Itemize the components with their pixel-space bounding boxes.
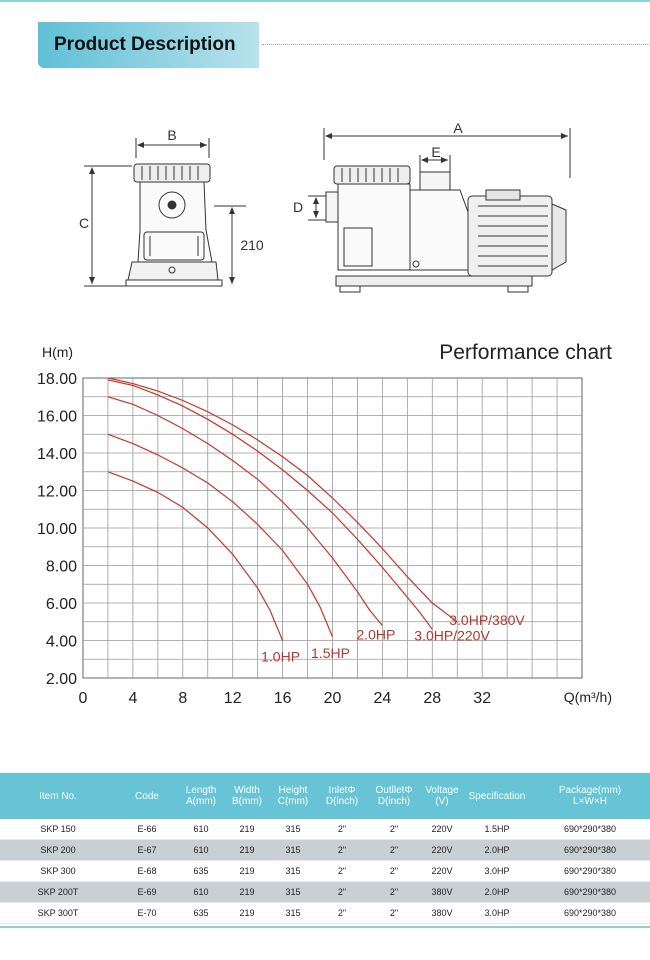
table-cell: 2.0HP xyxy=(464,882,530,903)
column-header-text: L×W×H xyxy=(573,796,607,807)
dim-label-210: 210 xyxy=(240,237,264,253)
column-header xyxy=(0,773,116,819)
column-header-text: D(inch) xyxy=(325,796,359,807)
table-cell: SKP 200 xyxy=(0,840,116,861)
table-cell: 1.5HP xyxy=(464,819,530,840)
y-axis-label: H(m) xyxy=(42,344,74,360)
y-tick-label: 16.00 xyxy=(36,408,77,426)
table-cell: 2" xyxy=(316,882,368,903)
series-line xyxy=(108,380,432,629)
y-tick-label: 4.00 xyxy=(45,633,77,651)
table-cell: 3.0HP xyxy=(464,903,530,924)
x-tick-label: 0 xyxy=(78,690,88,707)
column-header xyxy=(270,773,316,819)
table-cell: 219 xyxy=(224,882,270,903)
table-cell: E-66 xyxy=(116,819,178,840)
x-tick-label: 16 xyxy=(273,690,292,707)
table-cell: 2" xyxy=(368,819,420,840)
column-header-text: A(mm) xyxy=(186,796,216,807)
table-cell: 2" xyxy=(368,903,420,924)
pump-dimension-drawings xyxy=(0,0,650,310)
series-label: 1.5HP xyxy=(311,644,350,661)
x-tick-label: 24 xyxy=(373,690,392,707)
table-cell: 219 xyxy=(224,819,270,840)
y-tick-label: 18.00 xyxy=(36,371,77,388)
table-cell: 315 xyxy=(270,903,316,924)
table-cell: 2" xyxy=(368,882,420,903)
table-cell: 635 xyxy=(178,903,224,924)
column-header-text: Specification xyxy=(468,790,526,802)
performance-chart xyxy=(0,330,650,750)
series-line xyxy=(108,472,283,641)
table-cell: 2" xyxy=(316,840,368,861)
spec-table xyxy=(0,773,650,924)
column-header-text: Item No. xyxy=(39,790,77,802)
table-header-row xyxy=(0,773,650,819)
table-cell: 315 xyxy=(270,882,316,903)
table-row xyxy=(0,861,650,882)
column-header-text: D(inch) xyxy=(377,796,411,807)
y-tick-label: 14.00 xyxy=(36,446,77,463)
table-cell: 690*290*380 xyxy=(530,882,650,903)
dim-label-a: A xyxy=(453,120,463,136)
y-tick-label: 12.00 xyxy=(36,483,77,501)
column-header xyxy=(530,773,650,819)
pump-front-view xyxy=(84,138,246,286)
column-header-text: Voltage xyxy=(425,785,459,796)
dim-label-d: D xyxy=(292,199,304,215)
section-title: Product Description xyxy=(54,34,236,55)
table-cell: 635 xyxy=(178,861,224,882)
column-header-text: OutlletΦ xyxy=(375,785,413,796)
column-header-text: InletΦ xyxy=(328,785,356,796)
column-header-text: (V) xyxy=(435,796,449,807)
column-header-text: B(mm) xyxy=(232,796,262,807)
column-header-text: Code xyxy=(135,790,159,802)
table-cell: 315 xyxy=(270,819,316,840)
chart-grid xyxy=(83,378,582,678)
table-cell: 2" xyxy=(316,819,368,840)
column-header xyxy=(116,773,178,819)
x-tick-label: 8 xyxy=(178,690,188,707)
table-cell: E-68 xyxy=(116,861,178,882)
table-cell: 315 xyxy=(270,861,316,882)
table-cell: 690*290*380 xyxy=(530,903,650,924)
table-cell: 2" xyxy=(368,840,420,861)
column-header xyxy=(224,773,270,819)
y-tick-label: 10.00 xyxy=(36,521,77,538)
table-cell: SKP 200T xyxy=(0,882,116,903)
table-cell: 220V xyxy=(420,861,464,882)
series-label: 1.0HP xyxy=(261,648,301,665)
table-cell: 2" xyxy=(316,903,368,924)
table-cell: SKP 300 xyxy=(0,861,116,882)
x-tick-label: 28 xyxy=(423,690,442,707)
table-cell: 315 xyxy=(270,840,316,861)
table-row xyxy=(0,840,650,861)
bottom-border-line xyxy=(0,926,650,928)
series-label: 3.0HP/220V xyxy=(414,627,490,644)
table-cell: SKP 150 xyxy=(0,819,116,840)
table-cell: 2" xyxy=(316,861,368,882)
y-axis-ticks xyxy=(37,371,77,688)
table-cell: 690*290*380 xyxy=(530,819,650,840)
table-cell: 610 xyxy=(178,840,224,861)
table-cell: E-69 xyxy=(116,882,178,903)
table-cell: 3.0HP xyxy=(464,861,530,882)
column-header-text: Width xyxy=(234,785,260,796)
y-tick-label: 8.00 xyxy=(45,558,77,576)
x-tick-label: 20 xyxy=(323,690,342,707)
series-line xyxy=(108,434,333,637)
table-body xyxy=(0,819,650,924)
dim-label-b: B xyxy=(167,127,177,143)
column-header-text: Length xyxy=(185,785,217,796)
series-label: 3.0HP/380V xyxy=(449,611,525,628)
table-row xyxy=(0,882,650,903)
table-cell: 610 xyxy=(178,882,224,903)
x-tick-label: 4 xyxy=(128,690,138,707)
column-header xyxy=(464,773,530,819)
column-header-text: Package(mm) xyxy=(558,785,622,796)
table-cell: 219 xyxy=(224,840,270,861)
table-cell: 610 xyxy=(178,819,224,840)
x-tick-label: 12 xyxy=(223,690,242,707)
column-header xyxy=(420,773,464,819)
chart-title: Performance chart xyxy=(439,341,612,364)
table-cell: 380V xyxy=(420,882,464,903)
y-tick-label: 6.00 xyxy=(45,596,77,613)
table-cell: 690*290*380 xyxy=(530,840,650,861)
table-cell: 220V xyxy=(420,840,464,861)
series-label: 2.0HP xyxy=(356,626,396,643)
table-cell: 2.0HP xyxy=(464,840,530,861)
column-header xyxy=(368,773,420,819)
series-line xyxy=(108,397,382,626)
table-cell: 690*290*380 xyxy=(530,861,650,882)
x-axis-ticks xyxy=(79,690,492,707)
table-cell: 219 xyxy=(224,903,270,924)
table-cell: 219 xyxy=(224,861,270,882)
y-tick-label: 2.00 xyxy=(45,671,77,688)
table-cell: SKP 300T xyxy=(0,903,116,924)
table-row xyxy=(0,819,650,840)
table-row xyxy=(0,903,650,924)
x-tick-label: 32 xyxy=(473,690,492,707)
table-cell: 380V xyxy=(420,903,464,924)
x-axis-label: Q(m³/h) xyxy=(563,689,612,705)
column-header xyxy=(316,773,368,819)
table-cell: E-70 xyxy=(116,903,178,924)
table-cell: E-67 xyxy=(116,840,178,861)
table-cell: 220V xyxy=(420,819,464,840)
column-header xyxy=(178,773,224,819)
dim-label-e: E xyxy=(431,144,441,160)
column-header-text: Height xyxy=(278,785,308,796)
table-cell: 2" xyxy=(368,861,420,882)
series-labels xyxy=(261,612,525,665)
dim-label-c: C xyxy=(78,215,90,231)
column-header-text: C(mm) xyxy=(277,796,309,807)
